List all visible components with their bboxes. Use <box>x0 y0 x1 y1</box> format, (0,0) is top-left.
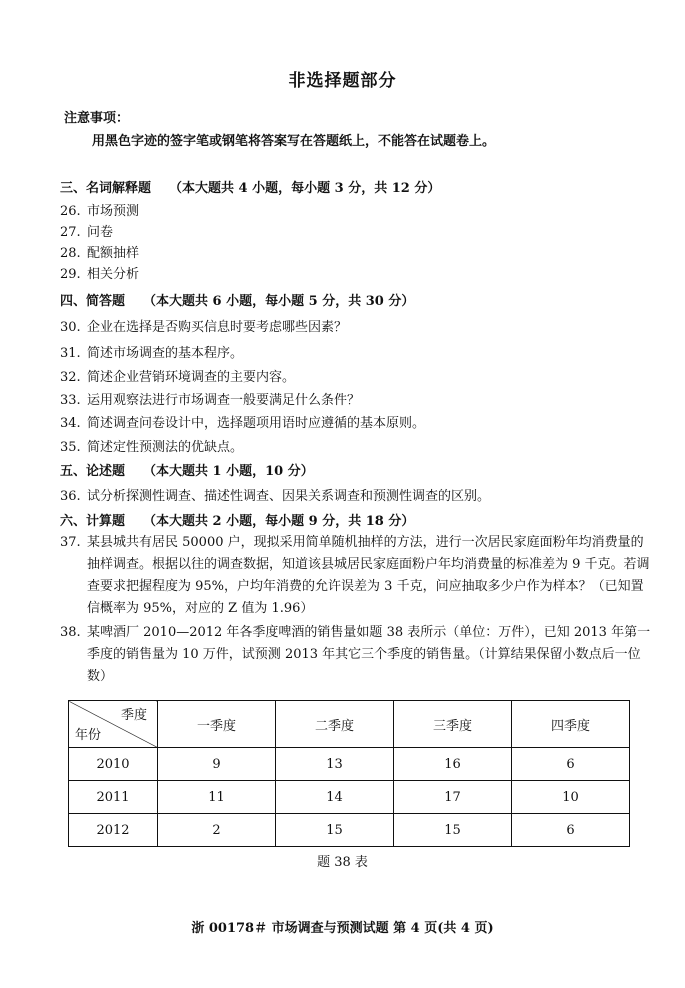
question-text: 相关分析 <box>87 267 140 282</box>
column-header: 三季度 <box>394 701 512 748</box>
question-number: 33. <box>60 393 81 408</box>
corner-bottom-label: 年份 <box>75 728 102 743</box>
value-cell: 6 <box>512 814 630 847</box>
value-cell: 11 <box>158 781 276 814</box>
notice-heading: 注意事项： <box>64 111 130 126</box>
question-33 <box>60 389 360 408</box>
value-cell: 13 <box>276 748 394 781</box>
value-cell: 17 <box>394 781 512 814</box>
section-heading-text: 四、简答题 <box>60 294 126 309</box>
question-number: 27. <box>60 225 81 240</box>
question-text: 问卷 <box>87 225 114 240</box>
page-footer: 浙 00178＃ 市场调查与预测试题 第 4 页(共 4 页) <box>191 921 494 936</box>
question-35 <box>60 436 243 455</box>
column-header: 一季度 <box>158 701 276 748</box>
question-text: 简述企业营销环境调查的主要内容。 <box>87 370 296 385</box>
question-number: 30. <box>60 320 81 335</box>
section-desc: （本大题共 1 小题，10 分） <box>143 464 314 479</box>
question-number: 31. <box>60 346 81 361</box>
section-desc: （本大题共 6 小题，每小题 5 分，共 30 分） <box>143 294 415 309</box>
question-text: 某啤酒厂 2010—2012 年各季度啤酒的销售量如题 38 表所示（单位：万件），已知 2013 年第一季度的销售量为 10 万件，试预测 2013 年其它三个季度的销售量。（计算结果保留小数点后一位数） <box>87 625 651 684</box>
question-26 <box>60 200 139 219</box>
question-text: 市场预测 <box>87 204 140 219</box>
corner-cell <box>69 701 158 748</box>
section-heading-text: 五、论述题 <box>60 464 126 479</box>
question-number: 32. <box>60 370 81 385</box>
section-desc: （本大题共 2 小题，每小题 9 分，共 18 分） <box>143 514 415 529</box>
question-34 <box>60 412 425 431</box>
question-27 <box>60 221 113 240</box>
table-row <box>69 814 630 847</box>
question-text: 简述市场调查的基本程序。 <box>87 346 244 361</box>
question-36 <box>60 485 490 504</box>
question-37 <box>60 532 652 620</box>
question-29 <box>60 263 139 282</box>
value-cell: 9 <box>158 748 276 781</box>
notice-body: 用黑色字迹的签字笔或钢笔将答案写在答题纸上，不能答在试题卷上。 <box>92 134 496 149</box>
value-cell: 14 <box>276 781 394 814</box>
question-number: 26. <box>60 204 81 219</box>
table-header-row <box>69 701 630 748</box>
question-text: 运用观察法进行市场调查一般要满足什么条件？ <box>87 393 361 408</box>
section-heading-text: 三、名词解释题 <box>60 181 152 196</box>
question-text: 某县城共有居民 50000 户，现拟采用简单随机抽样的方法，进行一次居民家庭面粉年均消费量的抽样调查。根据以往的调查数据，知道该县城居民家庭面粉户年均消费量的标准差为 9 千克。若调查要求把握程度为 95%，户均年消费的允许误差为 3 千克，问应抽取多少户作为样本？（已知置信概率为 95%，对应的 Z 值为 1.96） <box>87 535 650 616</box>
value-cell: 16 <box>394 748 512 781</box>
question-text: 配额抽样 <box>87 246 140 261</box>
question-number: 34. <box>60 416 81 431</box>
value-cell: 15 <box>394 814 512 847</box>
corner-top-label: 季度 <box>120 708 147 723</box>
question-number: 38. <box>60 625 81 640</box>
table-row <box>69 781 630 814</box>
question-text: 简述调查问卷设计中，选择题项用语时应遵循的基本原则。 <box>87 416 426 431</box>
value-cell: 15 <box>276 814 394 847</box>
year-cell: 2010 <box>69 748 158 781</box>
value-cell: 6 <box>512 748 630 781</box>
section-5-heading <box>60 460 314 479</box>
section-desc: （本大题共 4 小题，每小题 3 分，共 12 分） <box>169 181 441 196</box>
question-number: 37. <box>60 535 81 550</box>
section-4-heading <box>60 290 414 309</box>
question-28 <box>60 242 139 261</box>
value-cell: 2 <box>158 814 276 847</box>
question-31 <box>60 342 243 361</box>
year-cell: 2011 <box>69 781 158 814</box>
sales-table <box>68 700 630 847</box>
table-caption: 题 38 表 <box>317 855 368 870</box>
question-text: 企业在选择是否购买信息时要考虑哪些因素？ <box>87 320 348 335</box>
question-text: 试分析探测性调查、描述性调查、因果关系调查和预测性调查的区别。 <box>87 489 491 504</box>
column-header: 二季度 <box>276 701 394 748</box>
question-number: 29. <box>60 267 81 282</box>
question-30 <box>60 316 347 335</box>
section-6-heading <box>60 510 414 529</box>
value-cell: 10 <box>512 781 630 814</box>
question-38 <box>60 622 652 688</box>
question-text: 简述定性预测法的优缺点。 <box>87 440 244 455</box>
section-3-heading <box>60 177 440 196</box>
question-32 <box>60 366 295 385</box>
table-row <box>69 748 630 781</box>
question-number: 28. <box>60 246 81 261</box>
column-header: 四季度 <box>512 701 630 748</box>
question-number: 35. <box>60 440 81 455</box>
question-number: 36. <box>60 489 81 504</box>
section-heading-text: 六、计算题 <box>60 514 126 529</box>
year-cell: 2012 <box>69 814 158 847</box>
page-title: 非选择题部分 <box>288 71 397 91</box>
